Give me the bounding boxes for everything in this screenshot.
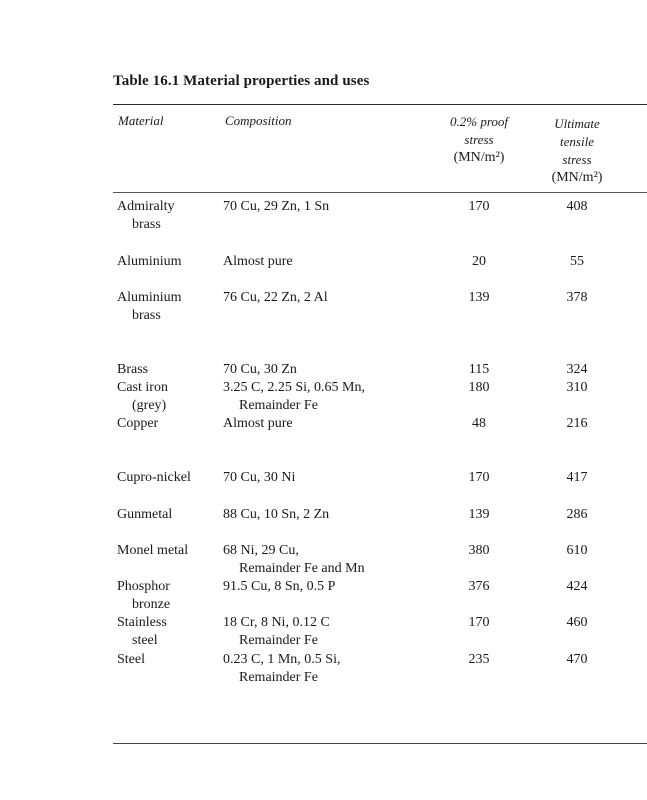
material-text: Stainless	[117, 615, 167, 630]
material-cell	[117, 198, 175, 234]
material-cell	[117, 578, 170, 614]
material-text: brass	[132, 308, 161, 323]
header-material: Material	[118, 113, 164, 128]
proof-stress-cell: 139	[468, 290, 490, 305]
material-cell	[117, 253, 182, 271]
ultimate-tensile-stress-cell: 216	[566, 416, 588, 431]
material-text: Steel	[117, 652, 145, 667]
header-proof-line: stress	[464, 132, 494, 147]
composition-cell	[223, 578, 335, 596]
header-proof-unit: (MN/m²)	[453, 150, 505, 165]
header-ultimate-tensile-stress	[540, 115, 614, 187]
composition-cell	[223, 379, 365, 415]
header-uts-line: tensile	[560, 134, 594, 149]
composition-text: 70 Cu, 30 Zn	[223, 362, 297, 377]
composition-cell	[223, 253, 293, 271]
material-text: Admiralty	[117, 199, 175, 214]
material-cell	[117, 415, 158, 433]
composition-cell	[223, 198, 329, 216]
proof-stress-cell: 376	[468, 579, 490, 594]
composition-text: 91.5 Cu, 8 Sn, 0.5 P	[223, 579, 336, 594]
composition-cell	[223, 415, 293, 433]
header-uts-line: Ultimate	[554, 116, 600, 131]
material-cell	[117, 361, 148, 379]
composition-text: 0.23 C, 1 Mn, 0.5 Si,	[223, 652, 341, 667]
material-cell	[117, 506, 172, 524]
ultimate-tensile-stress-cell: 470	[566, 652, 588, 667]
ultimate-tensile-stress-cell: 610	[566, 543, 588, 558]
material-cell	[117, 542, 188, 560]
proof-stress-cell: 170	[468, 470, 490, 485]
material-text: Copper	[117, 416, 159, 431]
composition-cell	[223, 651, 340, 687]
proof-stress-cell: 139	[468, 507, 490, 522]
proof-stress-cell: 170	[468, 199, 490, 214]
composition-text: Almost pure	[223, 254, 293, 269]
header-uts-unit: (MN/m²)	[551, 170, 603, 185]
material-text: Cast iron	[117, 380, 168, 395]
composition-cell	[223, 614, 330, 650]
ultimate-tensile-stress-cell: 408	[566, 199, 588, 214]
top-rule	[113, 104, 647, 105]
proof-stress-cell: 20	[472, 254, 486, 269]
header-proof-stress	[436, 113, 522, 167]
proof-stress-cell: 48	[472, 416, 486, 431]
material-cell	[117, 469, 191, 487]
bottom-rule	[113, 743, 647, 744]
material-text: bronze	[132, 597, 171, 612]
composition-text: 68 Ni, 29 Cu,	[223, 543, 299, 558]
ultimate-tensile-stress-cell: 55	[570, 254, 584, 269]
material-cell	[117, 651, 145, 669]
material-text: brass	[132, 217, 161, 232]
header-rule	[113, 192, 647, 193]
composition-cell	[223, 361, 297, 379]
composition-text: Remainder Fe and Mn	[239, 561, 365, 576]
composition-text: 70 Cu, 30 Ni	[223, 470, 296, 485]
table-title: Table 16.1 Material properties and uses	[113, 73, 370, 89]
composition-text: Remainder Fe	[239, 398, 318, 413]
material-text: Cupro-nickel	[117, 470, 191, 485]
composition-text: Remainder Fe	[239, 633, 318, 648]
material-text: Phosphor	[117, 579, 170, 594]
ultimate-tensile-stress-cell: 324	[566, 362, 588, 377]
ultimate-tensile-stress-cell: 424	[566, 579, 588, 594]
ultimate-tensile-stress-cell: 310	[566, 380, 588, 395]
header-composition: Composition	[225, 113, 292, 128]
ultimate-tensile-stress-cell: 460	[566, 615, 588, 630]
proof-stress-cell: 380	[468, 543, 490, 558]
material-text: Aluminium	[117, 254, 182, 269]
material-text: Aluminium	[117, 290, 182, 305]
proof-stress-cell: 115	[468, 362, 490, 377]
header-proof-line: 0.2% proof	[449, 114, 509, 129]
composition-cell	[223, 469, 295, 487]
composition-cell	[223, 289, 328, 307]
ultimate-tensile-stress-cell: 378	[566, 290, 588, 305]
ultimate-tensile-stress-cell: 286	[566, 507, 588, 522]
composition-text: 70 Cu, 29 Zn, 1 Sn	[223, 199, 330, 214]
proof-stress-cell: 180	[468, 380, 490, 395]
material-text: Monel metal	[117, 543, 189, 558]
composition-cell	[223, 542, 365, 578]
ultimate-tensile-stress-cell: 417	[566, 470, 588, 485]
material-cell	[117, 614, 167, 650]
material-text: steel	[132, 633, 158, 648]
proof-stress-cell: 170	[468, 615, 490, 630]
material-text: Gunmetal	[117, 507, 173, 522]
composition-text: 76 Cu, 22 Zn, 2 Al	[223, 290, 328, 305]
composition-text: Remainder Fe	[239, 670, 318, 685]
composition-cell	[223, 506, 329, 524]
composition-text: 88 Cu, 10 Sn, 2 Zn	[223, 507, 330, 522]
composition-text: 3.25 C, 2.25 Si, 0.65 Mn,	[223, 380, 365, 395]
material-text: (grey)	[132, 398, 167, 413]
material-cell	[117, 289, 182, 325]
material-text: Brass	[117, 362, 149, 377]
composition-text: 18 Cr, 8 Ni, 0.12 C	[223, 615, 330, 630]
header-uts-line: stress	[562, 152, 592, 167]
material-cell	[117, 379, 168, 415]
proof-stress-cell: 235	[468, 652, 490, 667]
composition-text: Almost pure	[223, 416, 293, 431]
